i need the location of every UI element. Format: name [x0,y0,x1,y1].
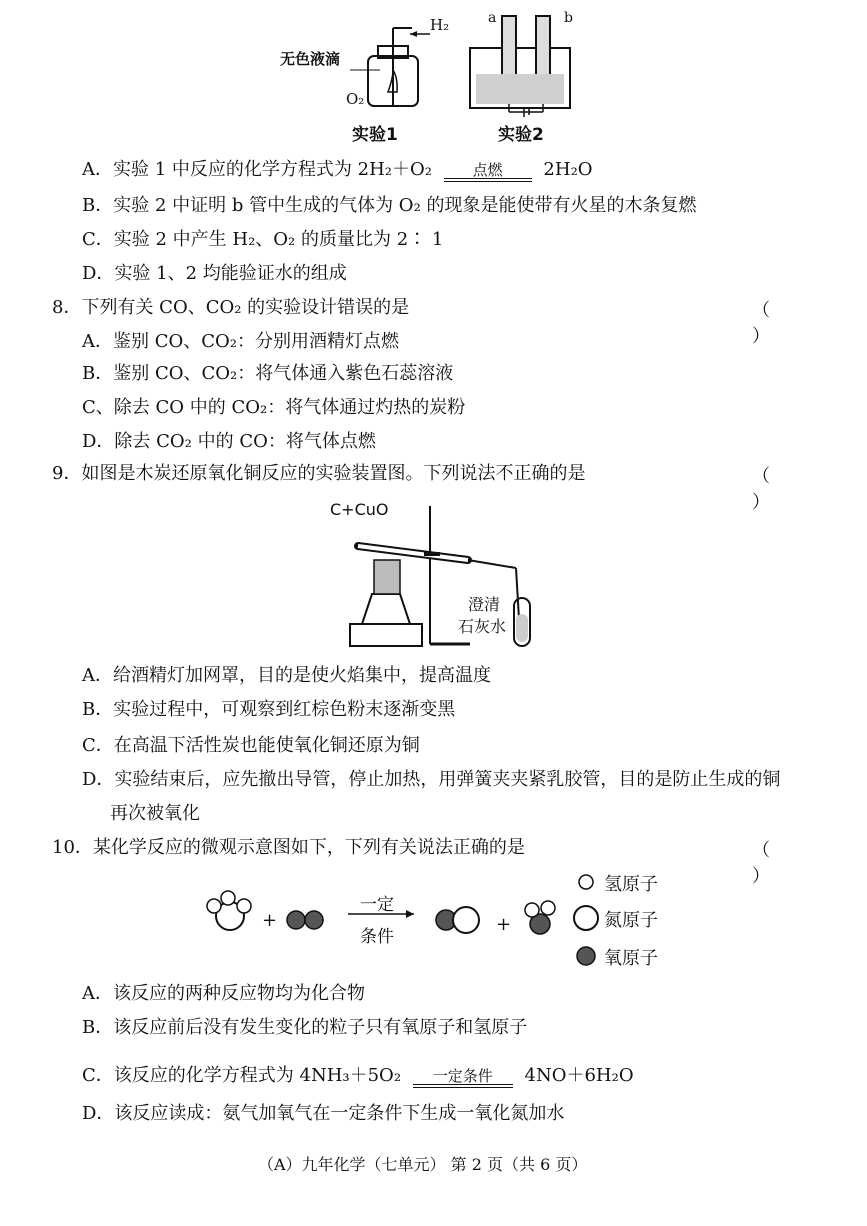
q7-reaction-condition [444,162,532,182]
figure-micro-reaction [200,866,700,976]
q9-option-b: B．实验过程中，可观察到红棕色粉末逐渐变黑 [82,699,456,720]
q9-option-c: C．在高温下活性炭也能使氧化铜还原为铜 [82,735,420,756]
q7-option-d: D．实验 1、2 均能验证水的组成 [82,263,347,284]
molecule-ammonia [207,891,251,930]
q10-reaction-condition [413,1068,513,1088]
q7-option-c: C．实验 2 中产生 H₂、O₂ 的质量比为 2∶ 1 [82,229,444,250]
figure-experiments [280,8,600,148]
label-colorless-drop: 无色液滴 [280,50,341,68]
label-h2: H₂ [430,16,450,34]
molecule-nitric-oxide [436,907,479,933]
legend-oxygen: 氧原子 [604,948,658,969]
arrow-condition-top: 一定 [360,895,394,915]
q10-option-a: A．该反应的两种反应物均为化合物 [82,983,365,1004]
label-clear: 澄清 [468,595,501,614]
q9-option-d-line1: D．实验结束后，应先撤出导管，停止加热，用弹簧夹夹紧乳胶管，目的是防止生成的铜 [82,769,781,790]
q10-answer-blank[interactable]: （ ） [752,840,800,887]
q9-answer-blank[interactable]: （ ） [752,466,800,513]
label-limewater: 石灰水 [458,617,507,636]
apparatus-diagram [320,496,560,652]
q7-option-a-product: 2H₂O [543,159,593,180]
molecule-water [525,901,555,934]
q8-option-d: D．除去 CO₂ 中的 CO：将气体点燃 [82,431,376,452]
arrow-condition-bottom: 条件 [360,927,394,947]
page-footer: （A）九年化学（七单元） 第 2 页（共 6 页） [258,1155,588,1174]
label-b: b [564,10,573,26]
molecule-oxygen [287,911,323,929]
plus-sign-2: + [496,914,512,935]
q8-option-b: B．鉴别 CO、CO₂：将气体通入紫色石蕊溶液 [82,363,454,384]
q8-stem: 8．下列有关 CO、CO₂ 的实验设计错误的是 [52,297,410,318]
q8-answer-blank[interactable]: （ ） [752,300,800,347]
legend-hydrogen: 氢原子 [604,874,658,895]
label-a: a [488,10,497,26]
q10-option-d: D．该反应读成：氨气加氧气在一定条件下生成一氧化氮加水 [82,1103,565,1124]
q10-option-c-text: C．该反应的化学方程式为 4NH₃＋5O₂ [82,1065,402,1086]
q9-option-d-line2: 再次被氧化 [110,803,200,824]
figure-carbon-reduction-apparatus [320,496,560,652]
caption-experiment1: 实验1 [352,125,398,145]
q9-option-a: A．给酒精灯加网罩，目的是使火焰集中，提高温度 [82,665,491,686]
q7-condition-text: 点燃 [472,161,503,179]
q7-option-a [82,158,593,182]
experiment2-apparatus [470,16,570,117]
label-c-cuo: C+CuO [330,500,389,519]
q10-stem: 10．某化学反应的微观示意图如下，下列有关说法正确的是 [52,837,525,858]
legend-nitrogen: 氮原子 [604,910,658,931]
q9-stem: 9．如图是木炭还原氧化铜反应的实验装置图。下列说法不正确的是 [52,463,586,484]
q8-option-c: C、除去 CO 中的 CO₂：将气体通过灼热的炭粉 [82,397,466,418]
q10-condition-text: 一定条件 [432,1067,493,1085]
caption-experiment2: 实验2 [498,125,544,145]
q8-option-a: A．鉴别 CO、CO₂：分别用酒精灯点燃 [82,331,399,352]
plus-sign-1: + [262,910,278,931]
q10-option-b: B．该反应前后没有发生变化的粒子只有氧原子和氢原子 [82,1017,528,1038]
q7-option-a-text: A．实验 1 中反应的化学方程式为 2H₂＋O₂ [82,159,432,180]
q10-option-c-product: 4NO＋6H₂O [524,1065,634,1086]
q7-option-b: B．实验 2 中证明 b 管中生成的气体为 O₂ 的现象是能使带有火星的木条复燃 [82,195,697,216]
label-o2: O₂ [346,90,365,108]
q10-option-c [82,1064,634,1088]
